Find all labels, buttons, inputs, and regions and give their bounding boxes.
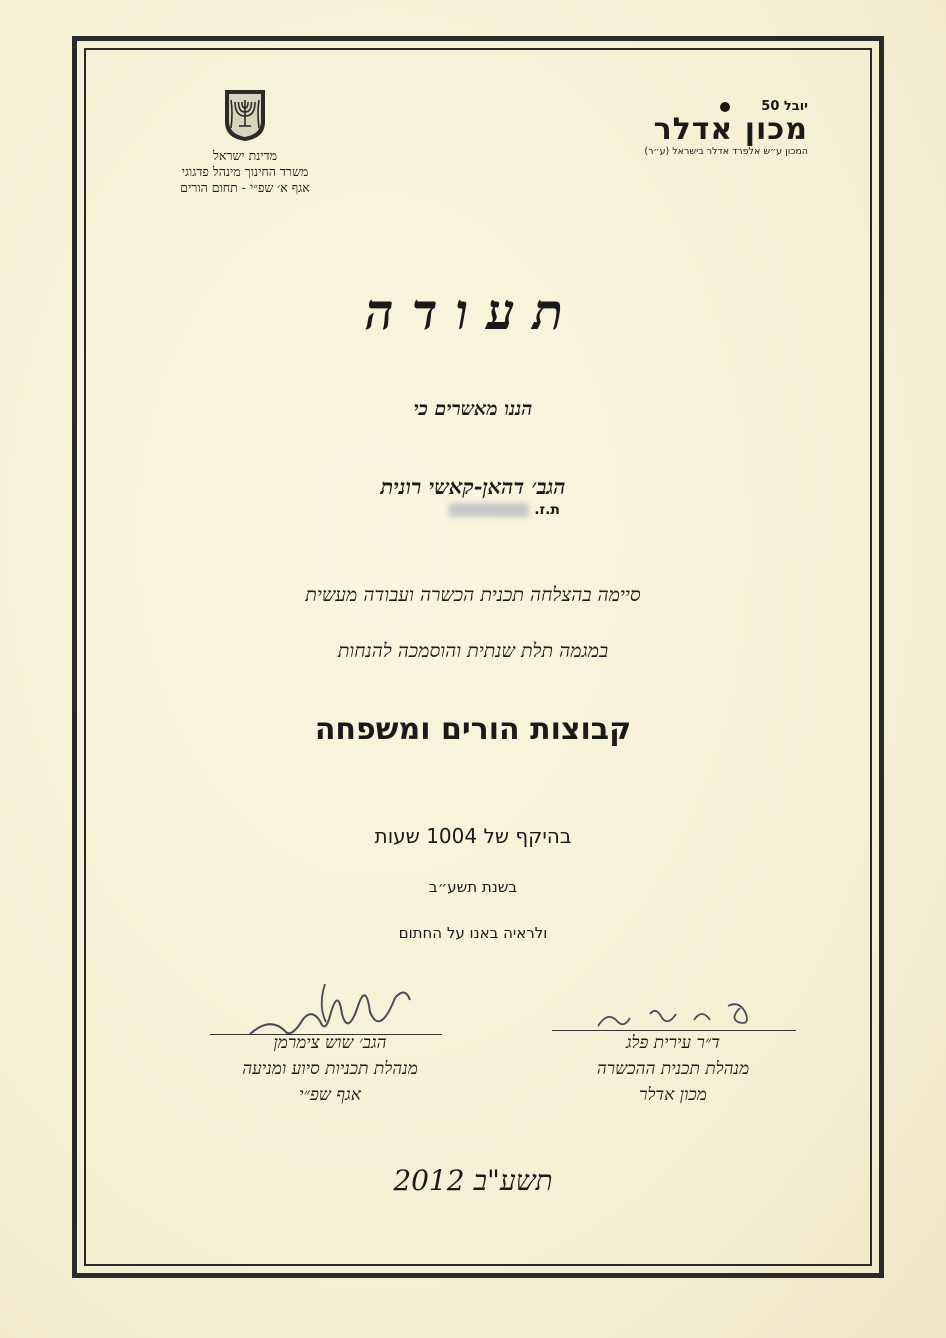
program-name: קבוצות הורים ומשפחה [314,712,632,747]
signatory-right-name: ד״ר עירית פלג [625,1033,721,1053]
track-statement: במגמה תלת שנתית והוסמכה להנחות [337,640,609,662]
signatory-left-name: הגב׳ שוש צימרמן [273,1033,387,1053]
logo-figure-icon [720,102,730,112]
ministry-department: אגף א׳ שפ״י - תחום הורים [180,180,310,195]
id-number-redacted [449,503,529,517]
state-emblem-icon [221,88,269,142]
signatory-left-org: אגף שפ״י [299,1085,361,1105]
signatory-left-role: מנהלת תכניות סיוע ומניעה [242,1059,418,1079]
witness-statement: ולראיה באנו על החתום [398,924,548,942]
certify-statement: הננו מאשרים כי [413,398,533,420]
ministry-state-name: מדינת ישראל [213,148,277,163]
adler-institute-logo [628,100,808,158]
logo-jubilee: יובל 50 [761,99,808,114]
signatory-right-role: מנהלת תכנית ההכשרה [596,1059,750,1079]
recipient-name: הגב׳ דהאן-קאשי רונית [380,474,566,499]
signatory-right [548,1030,798,1108]
certificate-date: תשע"ב 2012 [393,1164,553,1197]
hours-statement: בהיקף של 1004 שעות [374,824,572,848]
id-line [430,502,560,518]
logo-name: מכון אדלר [653,112,808,147]
completion-statement: סיימה בהצלחה תכנית הכשרה ועבודה מעשית [305,584,641,606]
id-label: ת.ז. [534,502,560,518]
logo-subtitle: המכון ע״ש אלפרד אדלר בישראל (ע״ר) [644,146,808,157]
ministry-block [150,88,340,196]
year-statement: בשנת תשע״ב [428,878,518,896]
signatory-left [190,1030,470,1108]
certificate-title: תעודה [364,282,582,341]
ministry-office-name: משרד החינוך מינהל פדגוגי [181,164,309,179]
signatory-right-org: מכון אדלר [639,1085,707,1105]
